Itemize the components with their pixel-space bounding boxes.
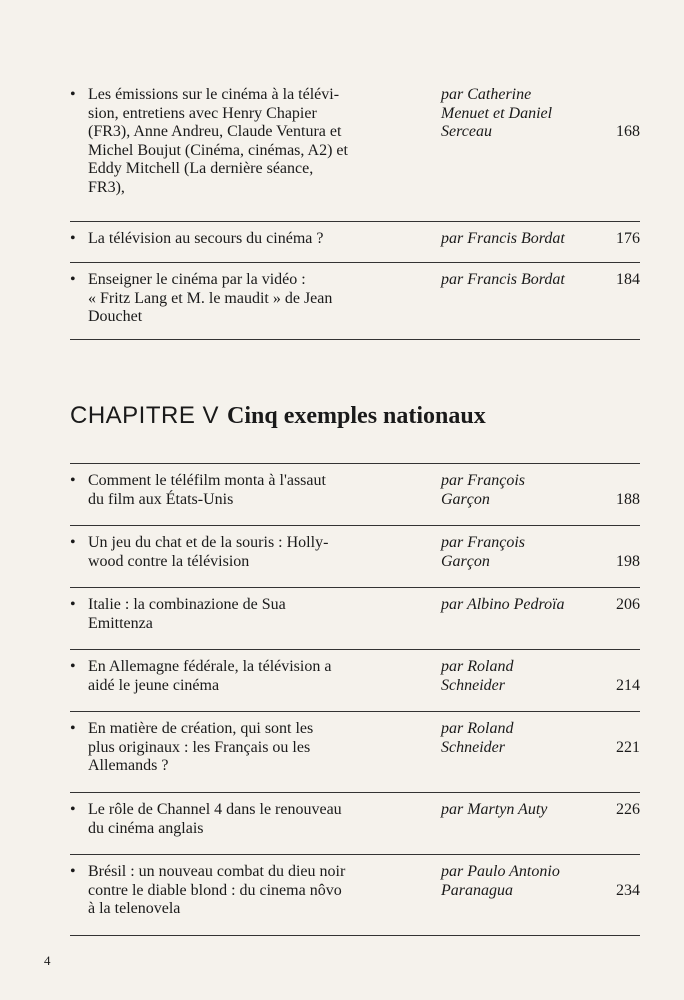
entry-title: Les émissions sur le cinéma à la télévi- sion, entretiens avec Henry Chapier (FR3), Anne Andreu, Claude Ventura et Michel Boujut (Cinéma, cinémas, A2) et Eddy Mitchell (La dernière séance, FR3), (88, 86, 348, 196)
entry-author: par Catherine Menuet et Daniel Serceau (441, 86, 553, 140)
entry-page-number: 226 (616, 801, 640, 818)
entry-title: Comment le téléfilm monta à l'assaut du film aux États-Unis (88, 472, 326, 508)
entry-author: par Roland Schneider (441, 658, 514, 694)
bullet: • (70, 472, 76, 489)
entry-page-number: 168 (616, 123, 640, 140)
bullet: • (70, 596, 76, 613)
toc-entry (70, 855, 640, 935)
toc-entry (70, 712, 640, 792)
entry-page-number: 221 (616, 739, 640, 756)
entry-title: Brésil : un nouveau combat du dieu noir contre le diable blond : du cinema nôvo à la telenovela (88, 863, 346, 917)
entry-author: par Paulo Antonio Paranagua (441, 863, 560, 899)
toc-section-2 (70, 463, 640, 936)
toc-entry (70, 222, 640, 262)
toc-entry (70, 263, 640, 339)
entry-page-number: 206 (616, 596, 640, 613)
toc-entry (70, 650, 640, 711)
entry-author: par Francis Bordat (441, 230, 565, 247)
entry-page-number: 198 (616, 553, 640, 570)
entry-author: par François Garçon (441, 472, 525, 508)
entry-page-number: 176 (616, 230, 640, 247)
entry-title: En matière de création, qui sont les plus originaux : les Français ou les Allemands ? (88, 720, 314, 774)
entry-author: par Francis Bordat (441, 271, 565, 288)
toc-entry (70, 526, 640, 587)
bullet: • (70, 230, 76, 247)
entry-title: Enseigner le cinéma par la vidéo : « Fritz Lang et M. le maudit » de Jean Douchet (88, 271, 333, 325)
bullet: • (70, 801, 76, 818)
chapter-label: CHAPITRE V (70, 402, 220, 429)
toc-section-1 (70, 78, 640, 340)
bullet: • (70, 271, 76, 288)
chapter-title: Cinq exemples nationaux (227, 403, 486, 429)
chapter-heading (70, 402, 650, 430)
entry-author: par Roland Schneider (441, 720, 514, 756)
bullet: • (70, 863, 76, 880)
entry-author: par François Garçon (441, 534, 525, 570)
entry-author: par Albino Pedroïa (441, 596, 565, 613)
divider (70, 935, 640, 936)
bullet: • (70, 534, 76, 551)
entry-title: En Allemagne fédérale, la télévision a aidé le jeune cinéma (88, 658, 332, 694)
bullet: • (70, 720, 76, 737)
entry-title: Italie : la combinazione de Sua Emittenza (88, 596, 286, 632)
entry-title: Le rôle de Channel 4 dans le renouveau du cinéma anglais (88, 801, 342, 837)
entry-title: Un jeu du chat et de la souris : Holly- wood contre la télévision (88, 534, 329, 570)
toc-entry (70, 78, 640, 209)
entry-page-number: 234 (616, 882, 640, 899)
toc-entry (70, 588, 640, 649)
bullet: • (70, 658, 76, 675)
entry-page-number: 214 (616, 677, 640, 694)
entry-title: La télévision au secours du cinéma ? (88, 230, 324, 247)
divider (70, 339, 640, 340)
toc-entry (70, 464, 640, 525)
page-folio: 4 (44, 953, 51, 968)
entry-page-number: 188 (616, 491, 640, 508)
toc-entry (70, 793, 640, 854)
entry-author: par Martyn Auty (441, 801, 548, 818)
bullet: • (70, 86, 76, 103)
entry-page-number: 184 (616, 271, 640, 288)
